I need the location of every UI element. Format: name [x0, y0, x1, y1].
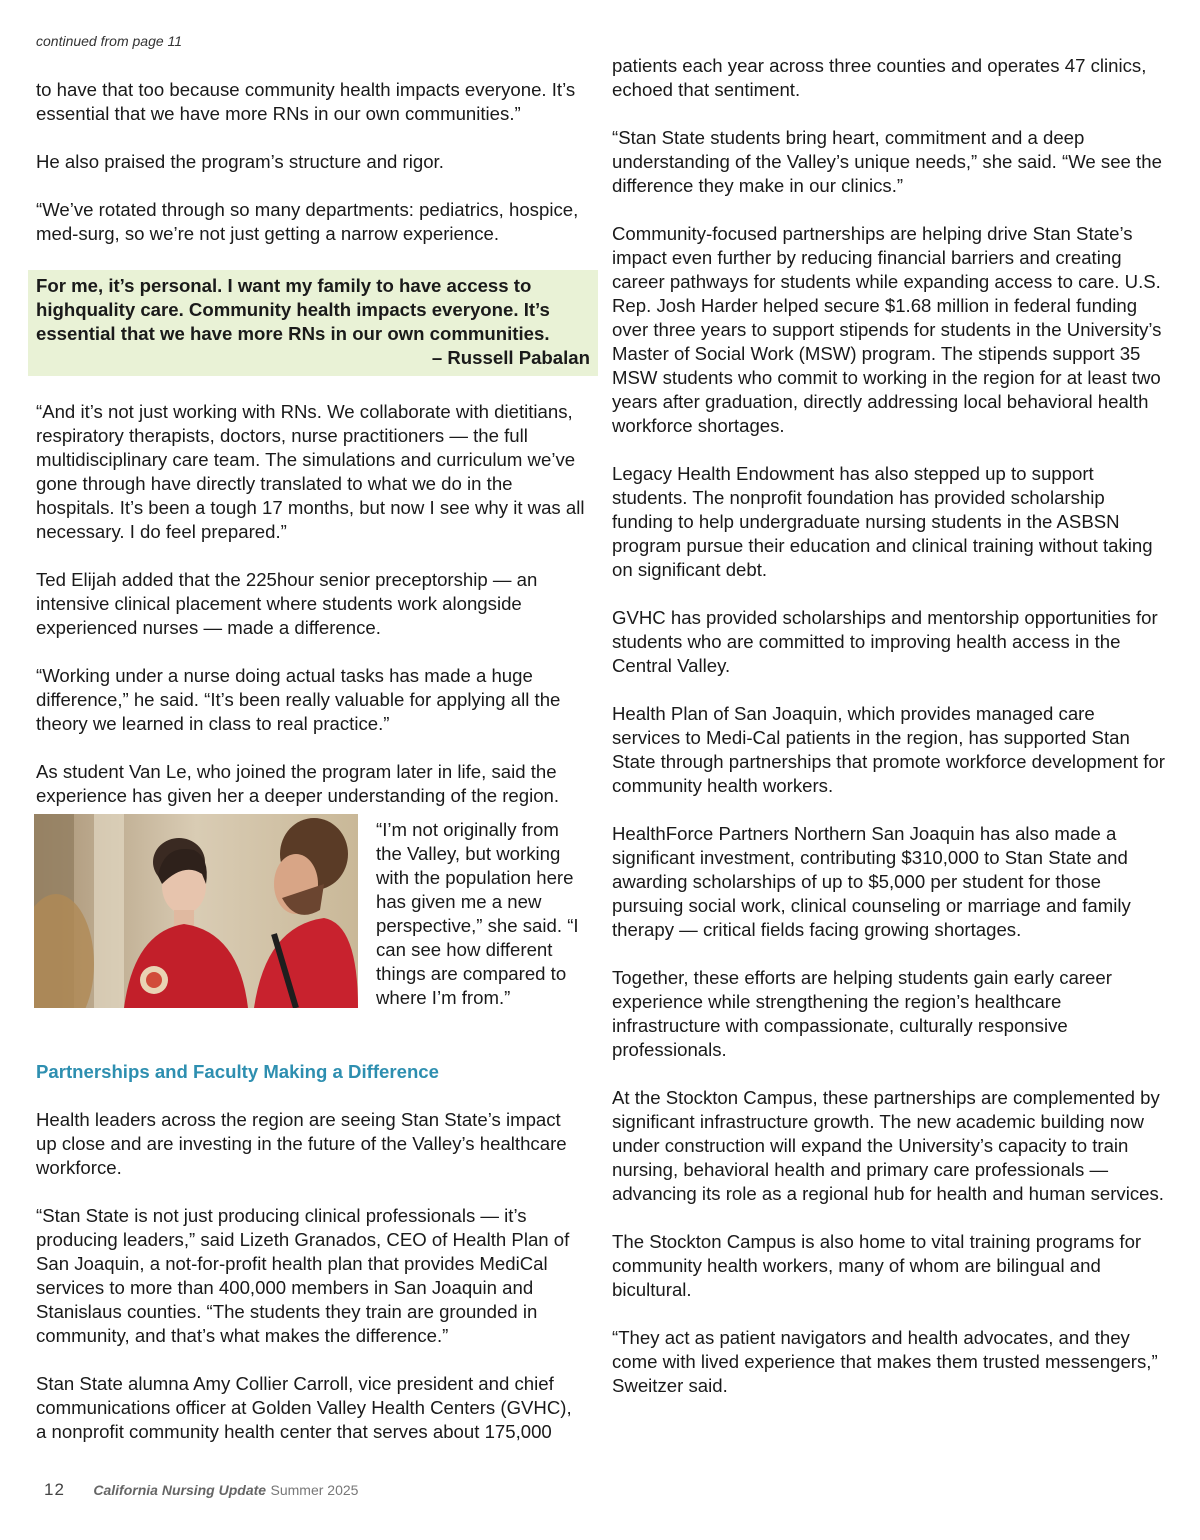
pull-quote-attribution: – Russell Pabalan: [431, 347, 590, 368]
pull-quote-text: For me, it’s personal. I want my family to have access to highquality care. Community health impacts everyone. It’s essential that we have more RNs in our own communities.: [36, 275, 550, 344]
continued-note: continued from page 11: [36, 33, 183, 49]
issue-label: Summer 2025: [270, 1482, 359, 1498]
paragraph: Legacy Health Endowment has also stepped up to support students. The nonprofit foundation has provided scholarship funding to help undergraduate nursing students in the ASBSN program pursue their education and clinical training without taking on significant debt.: [612, 463, 1153, 580]
photo-caption-quote: “I’m not originally from the Valley, but working with the population here has given me a new perspective,” she said. “I can see how different things are compared to where I’m from.”: [376, 819, 579, 1008]
right-column: [612, 54, 1168, 1422]
paragraph: Community-focused partnerships are helping drive Stan State’s impact even further by reducing financial barriers and creating career pathways for students while expanding access to care. U.S. Rep. Josh Harder helped secure $1.68 million in federal funding over three years to support stipends for students in the University’s Master of Social Work (MSW) program. The stipends support 35 MSW students who commit to working in the region for at least two years after graduation, directly addressing local behavioral health workforce shortages.: [612, 223, 1162, 436]
section-heading: Partnerships and Faculty Making a Difference: [36, 1061, 439, 1082]
pull-quote: [28, 270, 598, 376]
paragraph: He also praised the program’s structure and rigor.: [36, 151, 444, 172]
publication-name: California Nursing Update: [93, 1482, 267, 1498]
paragraph: Together, these efforts are helping students gain early career experience while strengthening the region’s healthcare infrastructure with compassionate, culturally responsive professionals.: [612, 967, 1112, 1060]
paragraph: “Working under a nurse doing actual tasks has made a huge difference,” he said. “It’s been really valuable for applying all the theory we learned in class to real practice.”: [36, 665, 561, 734]
paragraph: Stan State alumna Amy Collier Carroll, vice president and chief communications officer at Golden Valley Health Centers (GVHC), a nonprofit community health center that serves about 175,000: [36, 1373, 572, 1442]
paragraph: Health Plan of San Joaquin, which provides managed care services to Medi-Cal patients in the region, has supported Stan State through partnerships that promote workforce development for community health workers.: [612, 703, 1165, 796]
paragraph: to have that too because community health impacts everyone. It’s essential that we have more RNs in our own communities.”: [36, 79, 576, 124]
paragraph: “Stan State is not just producing clinical professionals — it’s producing leaders,” said Lizeth Granados, CEO of Health Plan of San Joaquin, a not-for-profit health plan that provides MediCal services to more than 400,000 members in San Joaquin and Stanislaus counties. “The students they train are grounded in community, and that’s what makes the difference.”: [36, 1205, 570, 1346]
paragraph: The Stockton Campus is also home to vital training programs for community health workers, many of whom are bilingual and bicultural.: [612, 1231, 1142, 1300]
left-column: [36, 78, 590, 1468]
paragraph: GVHC has provided scholarships and mentorship opportunities for students who are committed to improving health access in the Central Valley.: [612, 607, 1158, 676]
paragraph: At the Stockton Campus, these partnerships are complemented by significant infrastructure growth. The new academic building now under construction will expand the University’s capacity to train nursing, behavioral health and primary care professionals — advancing its role as a regional hub for health and human services.: [612, 1087, 1164, 1204]
paragraph: “Stan State students bring heart, commitment and a deep understanding of the Valley’s unique needs,” she said. “We see the difference they make in our clinics.”: [612, 127, 1162, 196]
student-photo: [34, 814, 358, 1008]
page-number: 12: [44, 1480, 65, 1499]
paragraph: “And it’s not just working with RNs. We collaborate with dietitians, respiratory therapists, doctors, nurse practitioners — the full multidisciplinary care team. The simulations and curriculum we’ve gone through have directly translated to what we do in the hospitals. It’s been a tough 17 months, but now I see why it was all necessary. I do feel prepared.”: [36, 401, 585, 542]
paragraph: “They act as patient navigators and health advocates, and they come with lived experience that makes them trusted messengers,” Sweitzer said.: [612, 1327, 1158, 1396]
paragraph: patients each year across three counties and operates 47 clinics, echoed that sentiment.: [612, 55, 1147, 100]
paragraph: Ted Elijah added that the 225hour senior preceptorship — an intensive clinical placement where students work alongside experienced nurses — made a difference.: [36, 569, 538, 638]
paragraph: Health leaders across the region are seeing Stan State’s impact up close and are investing in the future of the Valley’s healthcare workforce.: [36, 1109, 567, 1178]
student-photo-illustration: [34, 814, 358, 1008]
page-footer: [44, 1480, 358, 1500]
photo-section: [36, 808, 586, 1048]
paragraph: “We’ve rotated through so many departments: pediatrics, hospice, med-surg, so we’re not just getting a narrow experience.: [36, 199, 579, 244]
paragraph: As student Van Le, who joined the program later in life, said the experience has given her a deeper understanding of the region.: [36, 761, 560, 806]
paragraph: HealthForce Partners Northern San Joaquin has also made a significant investment, contributing $310,000 to Stan State and awarding scholarships of up to $5,000 per student for those pursuing social work, clinical counseling or marriage and family therapy — critical fields facing growing shortages.: [612, 823, 1131, 940]
